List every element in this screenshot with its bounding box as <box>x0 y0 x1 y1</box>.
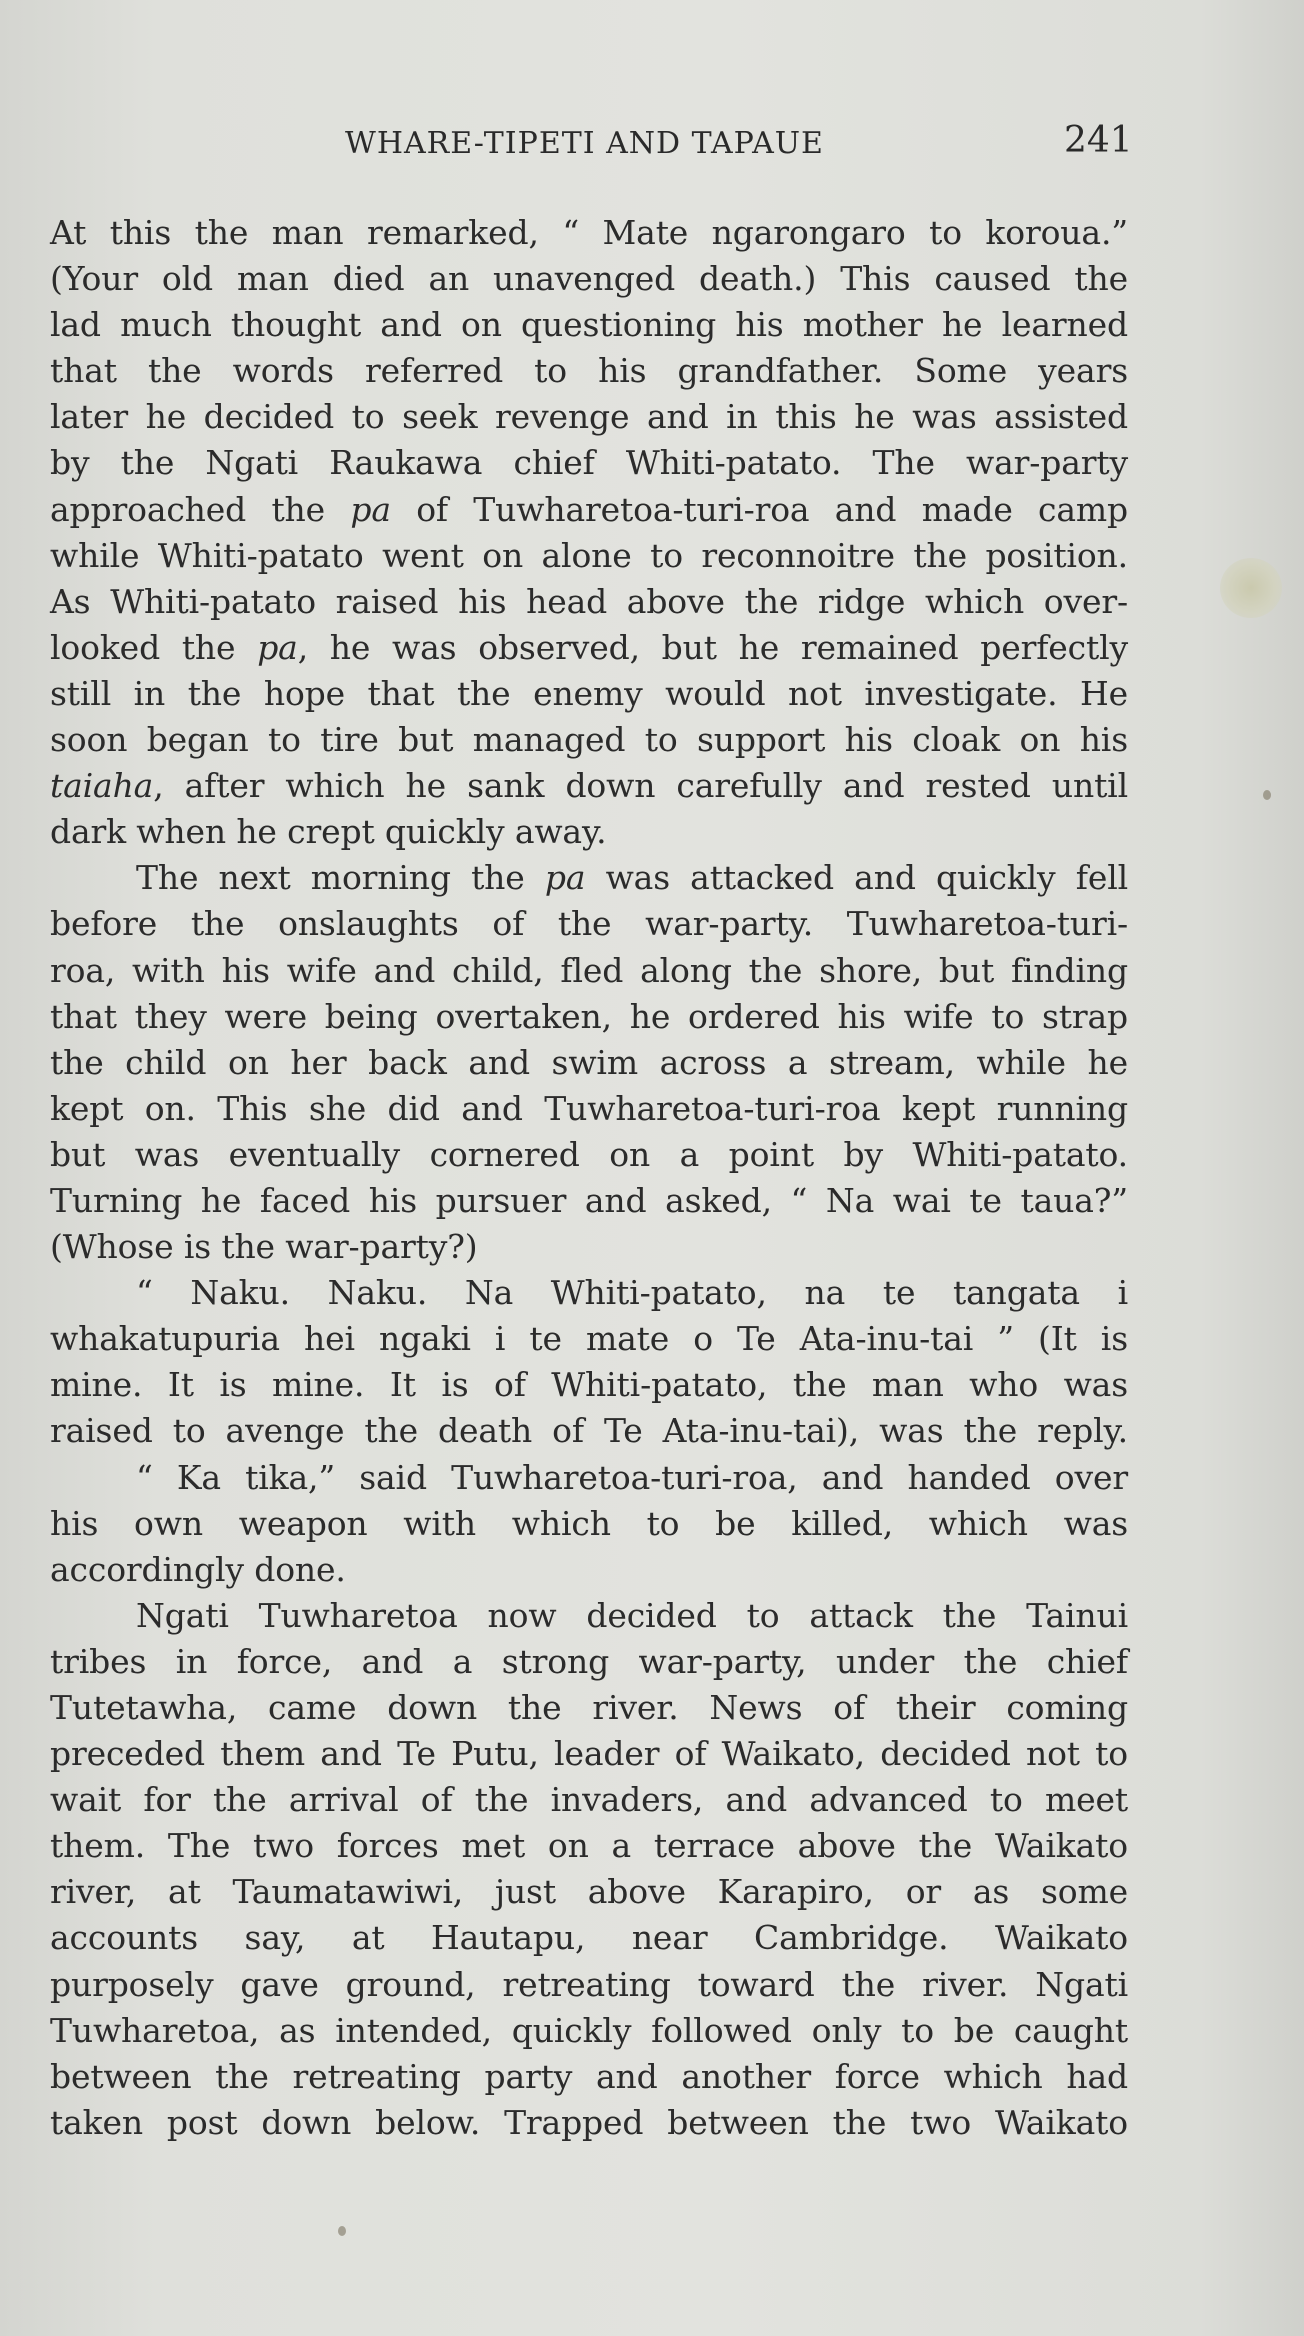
text-line: his own weapon with which to be killed, which was <box>50 1503 1128 1543</box>
text-line: mine. It is mine. It is of Whiti-patato, the man who was <box>50 1365 1128 1405</box>
text-line: taken post down below. Trapped between the two Waikato <box>50 2102 1128 2142</box>
text-line: Tuwharetoa, as intended, quickly followed only to be caught <box>50 2010 1128 2050</box>
text-line: before the onslaughts of the war-party. Tuwharetoa-turi- <box>50 904 1128 944</box>
text-line: At this the man remarked, “ Mate ngarongaro to koroua.” <box>50 213 1128 252</box>
text-line: river, at Taumatawiwi, just above Karapiro, or as some <box>50 1872 1128 1912</box>
text-line: As Whiti-patato raised his head above the ridge which over- <box>50 581 1128 621</box>
text-line: dark when he crept quickly away. <box>50 812 607 852</box>
text-line: (Whose is the war-party?) <box>50 1227 478 1267</box>
text-line: (Your old man died an unavenged death.) This caused the <box>50 259 1128 299</box>
text-line: that they were being overtaken, he ordered his wife to strap <box>50 996 1128 1036</box>
page-number: 241 <box>1064 120 1133 161</box>
text-line: soon began to tire but managed to support his cloak on his <box>50 720 1128 760</box>
text-line: roa, with his wife and child, fled along the shore, but finding <box>50 950 1128 990</box>
text-line: whakatupuria hei ngaki i te mate o Te Ata-inu-tai ” (It is <box>50 1319 1128 1359</box>
text-line: looked the pa, he was observed, but he remained perfectly <box>50 627 1128 667</box>
text-line: kept on. This she did and Tuwharetoa-turi-roa kept running <box>50 1088 1128 1128</box>
running-title: WHARE-TIPETI AND TAPAUE <box>345 126 824 161</box>
text-line: accordingly done. <box>50 1549 346 1589</box>
text-line: tribes in force, and a strong war-party, under the chief <box>50 1641 1128 1681</box>
text-line: raised to avenge the death of Te Ata-inu-tai), was the reply. <box>50 1411 1128 1451</box>
text-line: wait for the arrival of the invaders, and advanced to meet <box>50 1780 1128 1820</box>
text-line: between the retreating party and another force which had <box>50 2056 1128 2096</box>
text-line: Tutetawha, came down the river. News of their coming <box>50 1688 1128 1727</box>
body-text <box>50 210 1128 2146</box>
text-line: them. The two forces met on a terrace above the Waikato <box>50 1826 1128 1866</box>
text-line: the child on her back and swim across a stream, while he <box>50 1042 1128 1082</box>
text-line: that the words referred to his grandfather. Some years <box>50 351 1128 391</box>
text-line: preceded them and Te Putu, leader of Waikato, decided not to <box>50 1734 1128 1774</box>
text-line: by the Ngati Raukawa chief Whiti-patato. The war-party <box>50 443 1128 483</box>
text-line: but was eventually cornered on a point by Whiti-patato. <box>50 1134 1128 1174</box>
text-line: “ Naku. Naku. Na Whiti-patato, na te tangata i <box>136 1273 1128 1313</box>
text-line: Ngati Tuwharetoa now decided to attack the Tainui <box>136 1595 1128 1635</box>
text-line: lad much thought and on questioning his mother he learned <box>50 305 1128 345</box>
text-line: purposely gave ground, retreating toward the river. Ngati <box>50 1964 1128 2004</box>
text-line: taiaha, after which he sank down carefully and rested until <box>50 766 1128 806</box>
text-line: “ Ka tika,” said Tuwharetoa-turi-roa, and handed over <box>136 1457 1128 1497</box>
text-line: approached the pa of Tuwharetoa-turi-roa and made camp <box>50 489 1129 529</box>
text-line: still in the hope that the enemy would not investigate. He <box>50 673 1128 713</box>
text-line: The next morning the pa was attacked and quickly fell <box>136 858 1129 898</box>
paper-speck <box>338 2226 346 2236</box>
text-line: later he decided to seek revenge and in this he was assisted <box>50 397 1128 437</box>
text-line: accounts say, at Hautapu, near Cambridge. Waikato <box>50 1918 1128 1958</box>
text-line: while Whiti-patato went on alone to reconnoitre the position. <box>50 535 1128 575</box>
paper-speck <box>1263 790 1271 800</box>
paper-stain <box>1220 558 1282 618</box>
text-line: Turning he faced his pursuer and asked, “ Na wai te taua?” <box>50 1180 1128 1220</box>
